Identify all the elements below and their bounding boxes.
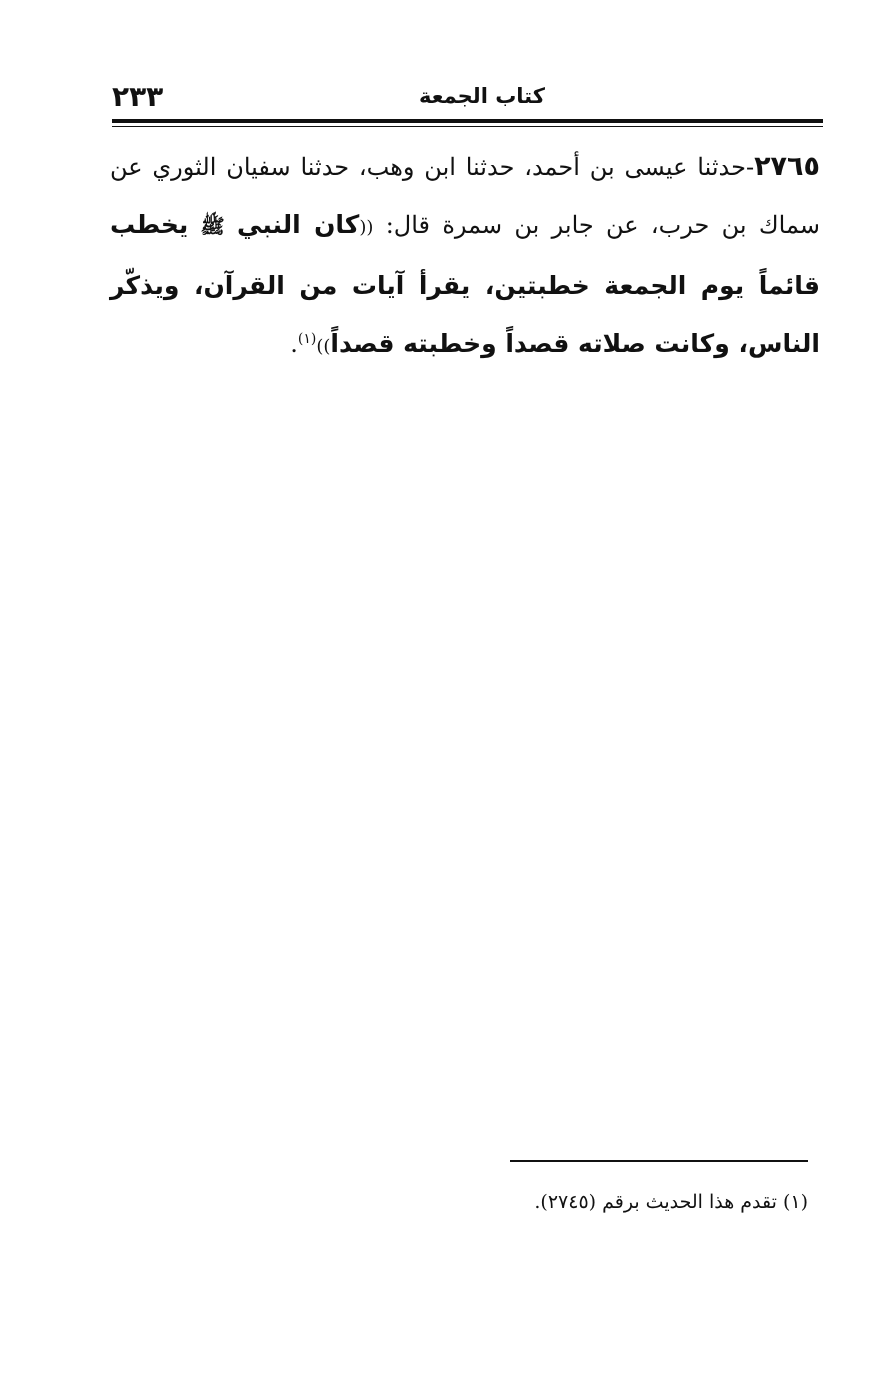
footnote-text: (١) تقدم هذا الحديث برقم (٢٧٤٥). <box>534 1191 808 1213</box>
header-rule-thick <box>112 119 823 123</box>
matn-prefix: كان النبي <box>237 210 360 239</box>
chapter-title: كتاب الجمعة <box>419 84 545 108</box>
running-head <box>112 78 822 118</box>
hadith-paragraph <box>110 138 820 376</box>
matn-body: يخطب قائماً يوم الجمعة خطبتين، يقرأ آيات من القرآن، ويذكّر الناس، وكانت صلاته قصداً وخطبته قصداً <box>110 210 820 358</box>
footnote-separator <box>510 1160 808 1162</box>
close-quote-mark: )) <box>316 336 331 357</box>
hadith-number: ٢٧٦٥ <box>754 151 820 182</box>
page-number: ٢٣٣ <box>112 80 164 113</box>
salutation-glyph: ﷺ <box>200 214 225 238</box>
footnote-reference: (١) <box>297 331 317 347</box>
isnad-line-2: الثوري عن سماك بن حرب، عن جابر بن سمرة قال: <box>110 153 820 239</box>
isnad-line-1: حدثنا عيسى بن أحمد، حدثنا ابن وهب، حدثنا سفيان <box>226 153 746 181</box>
end-punctuation: . <box>290 330 298 358</box>
header-rule-thin <box>112 126 823 127</box>
hadith-dash: - <box>745 153 755 181</box>
open-quote-mark: (( <box>359 217 374 238</box>
